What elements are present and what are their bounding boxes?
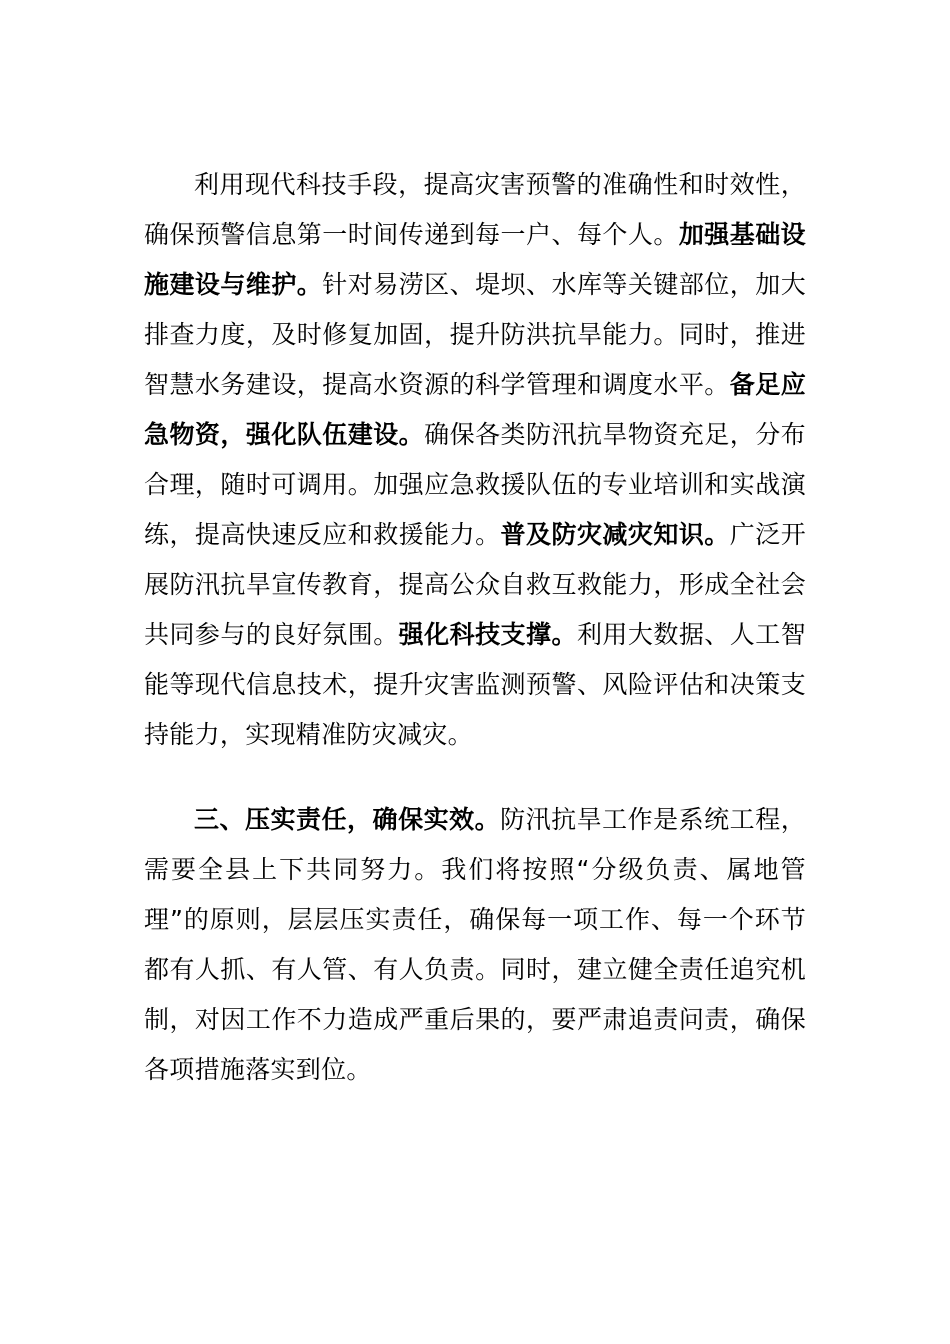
section-three-heading: 三、压实责任，确保实效。 <box>194 805 501 834</box>
text-segment: 利用大数据、人工智能等现代信息技术，提升灾害监测预警、风险评估和决策支持能力，实现精准防灾减灾。 <box>144 620 806 749</box>
text-segment: 利用现代科技手段，提高灾害预警的准确性和时效性，确保预警信息第一时间传递到每一户、每个人。 <box>144 170 806 249</box>
bold-heading-disaster-knowledge: 普及防灾减灾知识。 <box>500 520 730 549</box>
paragraph-section-three <box>144 795 806 1095</box>
text-segment: 确保各类防汛抗旱物资充足，分布合理，随时可调用。加强应急救援队伍的专业培训和实战演练，提高快速反应和救援能力。 <box>144 420 806 549</box>
bold-heading-infrastructure: 加强基础设施建设与维护。 <box>144 220 806 299</box>
paragraph-measures <box>144 160 806 760</box>
text-segment: 防汛抗旱工作是系统工程，需要全县上下共同努力。我们将按照“分级负责、属地管理”的原则，层层压实责任，确保每一项工作、每一个环节都有人抓、有人管、有人负责。同时，建立健全责任追究机制，对因工作不力造成严重后果的，要严肃追责问责，确保各项措施落实到位。 <box>144 805 806 1084</box>
text-segment: 广泛开展防汛抗旱宣传教育，提高公众自救互救能力，形成全社会共同参与的良好氛围。 <box>144 520 807 649</box>
bold-heading-emergency-supplies: 备足应急物资，强化队伍建设。 <box>144 370 807 449</box>
text-segment: 针对易涝区、堤坝、水库等关键部位，加大排查力度，及时修复加固，提升防洪抗旱能力。同时，推进智慧水务建设，提高水资源的科学管理和调度水平。 <box>144 270 806 399</box>
bold-heading-tech-support: 强化科技支撑。 <box>398 620 577 649</box>
